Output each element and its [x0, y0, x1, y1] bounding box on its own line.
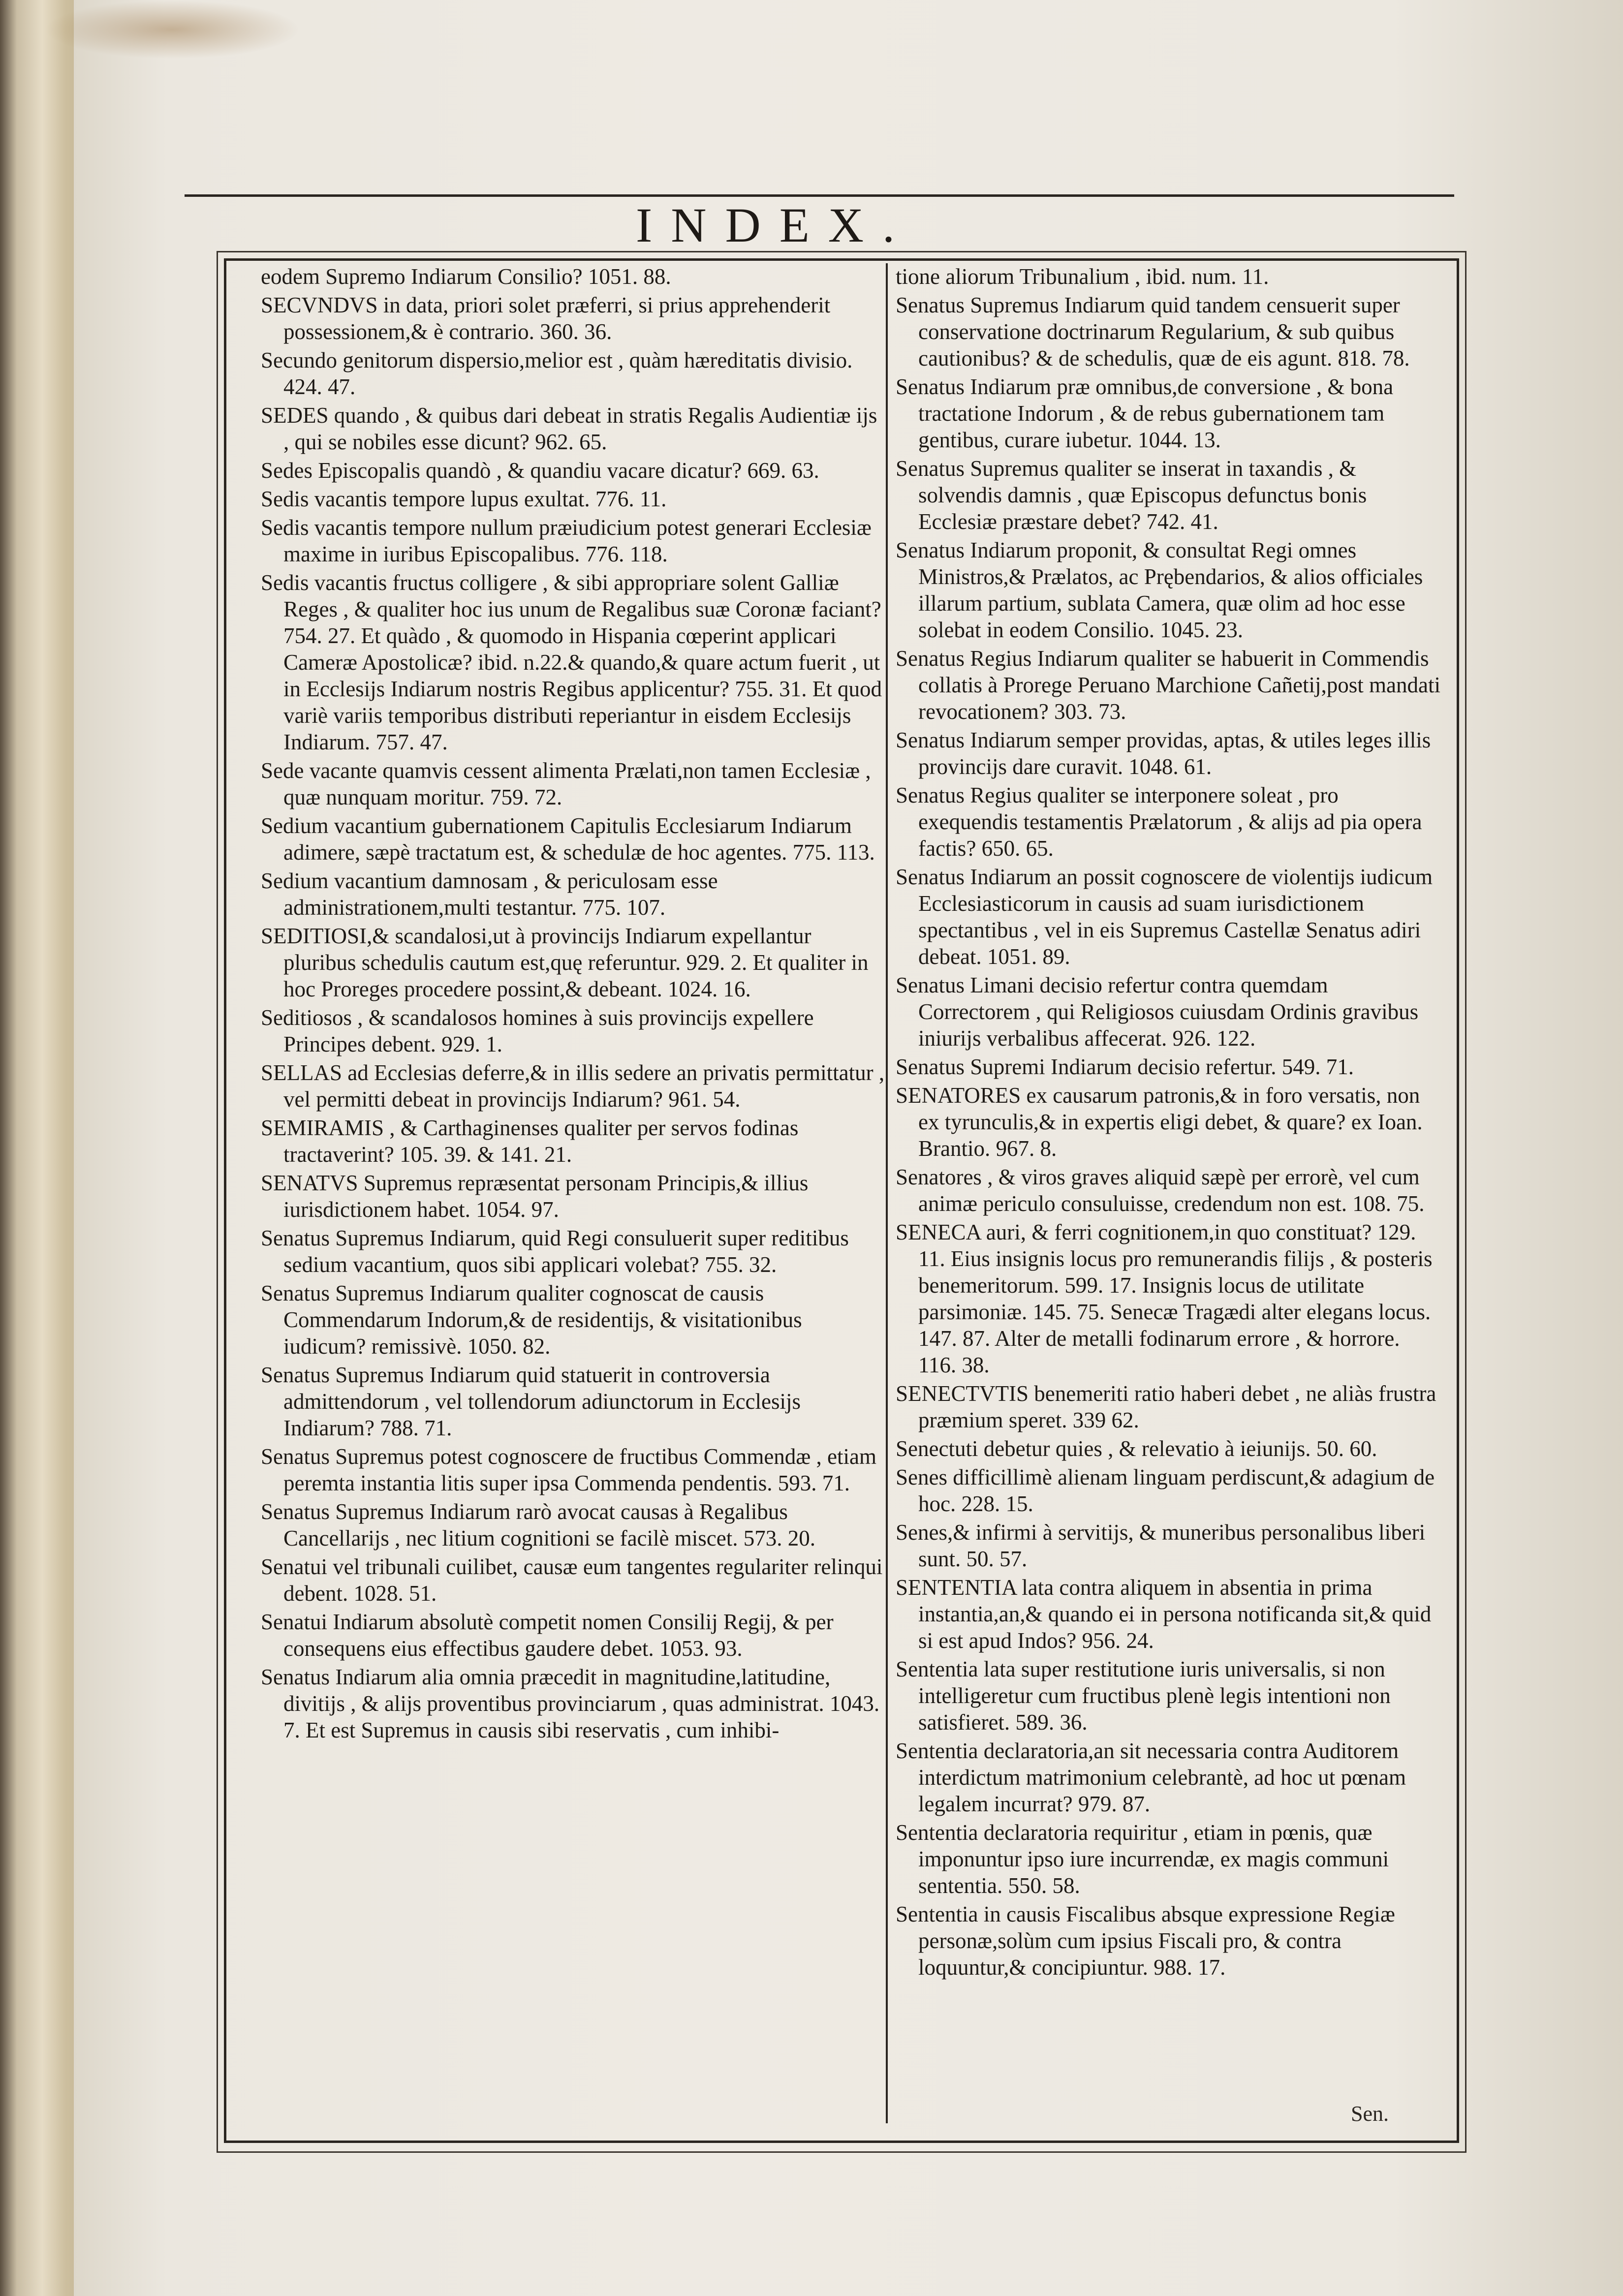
index-entry: Sententia in causis Fiscalibus absque expressione Regiæ personæ,solùm cum ipsius Fiscali pro, & contra loquuntur,& concipiuntur. 988. 17. — [896, 1902, 1395, 1980]
index-entry: Senatus Regius Indiarum qualiter se habuerit in Commendis collatis à Prorege Peruano Marchione Cañetij,post mandati revocationem? 303. 73. — [896, 646, 1440, 724]
index-entry: Senatui Indiarum absolutè competit nomen Consilij Regij, & per consequens eius effectibus gaudere debet. 1053. 93. — [261, 1610, 834, 1661]
index-entry: Sedis vacantis tempore nullum præiudicium potest generari Ecclesiæ maxime in iuribus Episcopalibus. 776. 118. — [261, 515, 872, 566]
index-entry: SEMIRAMIS , & Carthaginenses qualiter per servos fodinas tractaverint? 105. 39. & 141. 21. — [261, 1116, 799, 1167]
index-entry: SECVNDVS in data, priori solet præferri, si prius apprehenderit possessionem,& è contrario. 360. 36. — [261, 293, 831, 344]
index-entry: Senatui vel tribunali cuilibet, causæ eum tangentes regulariter relinqui debent. 1028. 51. — [261, 1554, 883, 1606]
index-entry: Seditiosos , & scandalosos homines à suis provincijs expellere Principes debent. 929. 1. — [261, 1005, 814, 1056]
index-entry: Senatus Supremus Indiarum rarò avocat causas à Regalibus Cancellarijs , nec litium cognitioni se facilè miscet. 573. 20. — [261, 1499, 815, 1551]
index-entry: SENATVS Supremus repræsentat personam Principis,& illius iurisdictionem habet. 1054. 97. — [261, 1171, 809, 1222]
index-entry: Sedium vacantium damnosam , & periculosam esse administrationem,multi testantur. 775. 107. — [261, 869, 718, 920]
index-entry: Senatus Supremus Indiarum, quid Regi consuluerit super reditibus sedium vacantium, quos sibi applicari volebat? 755. 32. — [261, 1226, 849, 1277]
index-entry: SEDITIOSI,& scandalosi,ut à provincijs Indiarum expellantur pluribus schedulis cautum est,quę referuntur. 929. 2. Et qualiter in hoc Proreges procedere possint,& debeant. 1024. 16. — [261, 924, 869, 1001]
page-title: INDEX. — [635, 198, 914, 252]
top-rule — [185, 194, 1454, 197]
index-entry: Senatus Indiarum an possit cognoscere de violentijs iudicum Ecclesiasticorum in causis ad suam iurisdictionem spectantibus , vel in eis Supremus Castellæ Senatus adiri debeat. 1051. 89. — [896, 865, 1433, 969]
index-entry: Sede vacante quamvis cessent alimenta Prælati,non tamen Ecclesiæ , quæ nunquam moritur. 759. 72. — [261, 758, 871, 809]
index-entry: SENTENTIA lata contra aliquem in absentia in prima instantia,an,& quando ei in persona notificanda sit,& quid si est apud Indos? 956. 24. — [896, 1575, 1432, 1653]
index-entry: SEDES quando , & quibus dari debeat in stratis Regalis Audientiæ ijs , qui se nobiles esse dicunt? 962. 65. — [261, 403, 877, 454]
index-entry: Senatus Supremus Indiarum quid statuerit in controversia admittendorum , vel tollendorum adiunctorum in Ecclesijs Indiarum? 788. 71. — [261, 1363, 801, 1440]
index-entry: Senatus Supremus Indiarum quid tandem censuerit super conservatione doctrinarum Regularium, & sub quibus cautionibus? & de schedulis, quæ de eis agunt. 818. 78. — [896, 293, 1410, 371]
index-entry: eodem Supremo Indiarum Consilio? 1051. 88. — [261, 264, 671, 289]
index-entry: Sententia declaratoria,an sit necessaria contra Auditorem interdictum matrimonium celebrantè, ad hoc ut pœnam legalem incurrat? 979. 87. — [896, 1738, 1406, 1816]
index-entry: SENECA auri, & ferri cognitionem,in quo constituat? 129. 11. Eius insignis locus pro remunerandis filijs , & posteris benemeritorum. 599. 17. Insignis locus de utilitate parsimoniæ. 145. 75. Senecæ Tragædi alter elegans locus. 147. 87. Alter de metalli fodinarum errore , & horrore. 116. 38. — [896, 1220, 1433, 1377]
index-entry: Sedium vacantium gubernationem Capitulis Ecclesiarum Indiarum adimere, sæpè tractatum est, & schedulæ de hoc agentes. 775. 113. — [261, 813, 875, 865]
index-entry: SENATORES ex causarum patronis,& in foro versatis, non ex tyrunculis,& in expertis eligi debet, & quare? ex Ioan. Brantio. 967. 8. — [896, 1083, 1423, 1161]
index-entry: Senes difficillimè alienam linguam perdiscunt,& adagium de hoc. 228. 15. — [896, 1465, 1435, 1516]
index-entry: Senatus Indiarum præ omnibus,de conversione , & bona tractatione Indorum , & de rebus gubernationem tam gentibus, curare iubetur. 1044. 13. — [896, 374, 1394, 452]
index-entry: Senes,& infirmi à servitijs, & muneribus personalibus liberi sunt. 50. 57. — [896, 1520, 1426, 1571]
index-entry: Senectuti debetur quies , & relevatio à ieiunijs. 50. 60. — [896, 1436, 1377, 1461]
left-column — [261, 263, 886, 2118]
index-entry: Senatus Supremi Indiarum decisio refertur. 549. 71. — [896, 1055, 1354, 1079]
index-entry: SELLAS ad Ecclesias deferre,& in illis sedere an privatis permittatur , vel permitti debeat in provincijs Indiarum? 961. 54. — [261, 1060, 885, 1112]
index-entry: tione aliorum Tribunalium , ibid. num. 11. — [896, 264, 1269, 289]
right-column — [896, 263, 1442, 2118]
index-entry: Senatus Regius qualiter se interponere soleat , pro exequendis testamentis Prælatorum , & alijs ad pia opera factis? 650. 65. — [896, 783, 1422, 861]
index-entry: Senatores , & viros graves aliquid sæpè per errorè, vel cum animæ periculo consuluisse, credendum non est. 108. 75. — [896, 1165, 1425, 1216]
index-entry: Sedis vacantis fructus colligere , & sibi appropriare solent Galliæ Reges , & qualiter hoc ius unum de Regalibus suæ Coronæ faciant? 754. 27. Et quàdo , & quomodo in Hispania cœperint applicari Cameræ Apostolicæ? ibid. n.22.& quando,& quare actum fuerit , ut in Ecclesijs Indiarum nostris Regibus applicentur? 755. 31. Et quod variè variis temporibus distributi reperiantur in eisdem Ecclesijs Indiarum. 757. 47. — [261, 570, 882, 754]
index-entry: Senatus Indiarum proponit, & consultat Regi omnes Ministros,& Prælatos, ac Prębendarios, & alios officiales illarum partium, sublata Camera, quæ olim ad hoc esse solebat in eodem Consilio. 1045. 23. — [896, 538, 1423, 642]
index-entry: Secundo genitorum dispersio,melior est , quàm hæreditatis divisio. 424. 47. — [261, 348, 853, 399]
index-entry: SENECTVTIS benemeriti ratio haberi debet , ne aliàs frustra præmium speret. 339 62. — [896, 1381, 1436, 1432]
index-entry: Senatus Indiarum semper providas, aptas, & utiles leges illis provincijs dare curavit. 1048. 61. — [896, 728, 1431, 779]
index-entry: Senatus Limani decisio refertur contra quemdam Correctorem , qui Religiosos cuiusdam Ordinis gravibus iniurijs verbalibus affecerat. 926. 122. — [896, 973, 1419, 1051]
catchword: Sen. — [1351, 2102, 1389, 2126]
stain-top-left — [44, 0, 300, 59]
index-entry: Sententia lata super restitutione iuris universalis, si non intelligeretur cum fructibus plenè legis intentioni non satisfieret. 589. 36. — [896, 1657, 1391, 1735]
column-divider — [886, 263, 888, 2123]
index-entry: Sedes Episcopalis quandò , & quandiu vacare dicatur? 669. 63. — [261, 458, 819, 483]
index-entry: Senatus Supremus qualiter se inserat in taxandis , & solvendis damnis , quæ Episcopus defunctus bonis Ecclesiæ præstare debet? 742. 41. — [896, 456, 1367, 534]
index-entry: Senatus Supremus potest cognoscere de fructibus Commendæ , etiam peremta instantia litis super ipsa Commenda pendentis. 593. 71. — [261, 1444, 877, 1495]
index-entry: Sedis vacantis tempore lupus exultat. 776. 11. — [261, 487, 667, 511]
index-entry: Sententia declaratoria requiritur , etiam in pœnis, quæ imponuntur ipso iure incurrendæ, ex magis communi sententia. 550. 58. — [896, 1820, 1389, 1898]
index-entry: Senatus Indiarum alia omnia præcedit in magnitudine,latitudine, divitijs , & alijs proventibus provinciarum , quas administrat. 1043. 7. Et est Supremus in causis sibi reservatis , cum inhibi- — [261, 1665, 880, 1742]
index-entry: Senatus Supremus Indiarum qualiter cognoscat de causis Commendarum Indorum,& de residentijs, & visitationibus iudicum? remissivè. 1050. 82. — [261, 1281, 802, 1359]
